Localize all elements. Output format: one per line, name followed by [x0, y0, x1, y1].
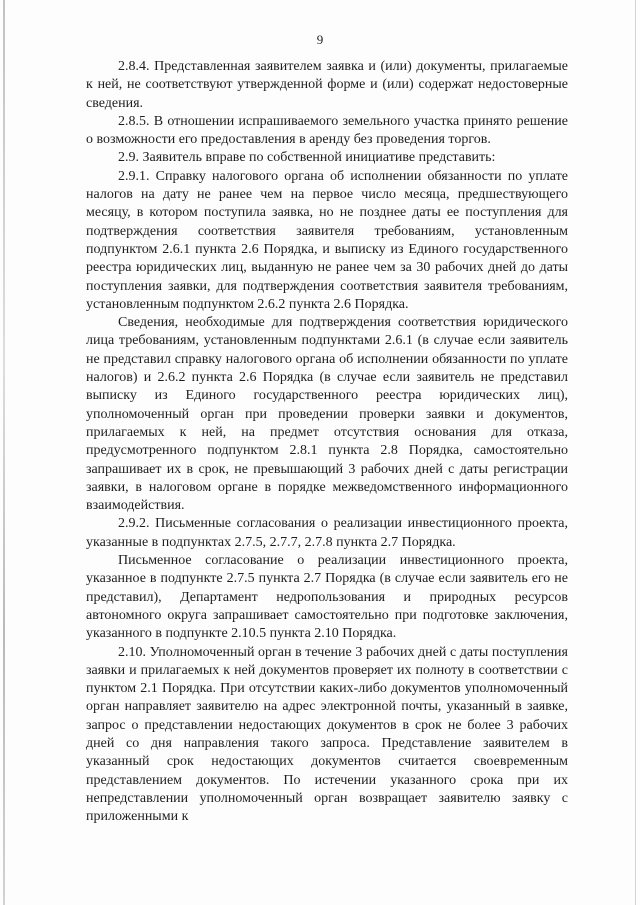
paragraph-2-8-5: 2.8.5. В отношении испрашиваемого земельного участка принято решение о возможности его предоставления в аренду без проведения торгов. — [86, 113, 568, 148]
paragraph-2-9-1: 2.9.1. Справку налогового органа об исполнении обязанности по уплате налогов на дату не ранее чем на первое число месяца, предшествующего месяцу, в котором поступила заявка, но не позднее даты ее поступления для подтверждения соответствия заявителя требованиям, установленным подпунктом 2.6.1 пункта 2.6 Порядка, и выписку из Единого государственного реестра юридических лиц, выданную не ранее чем за 30 рабочих дней до даты поступления заявки, для подтверждения соответствия заявителя требованиям, установленным подпунктом 2.6.2 пункта 2.6 Порядка. — [86, 168, 568, 312]
paragraph-2-9-1-info: Сведения, необходимые для подтверждения соответствия юридического лица требованиям, установленным подпунктами 2.6.1 (в случае если заявитель не представил справку налогового органа об исполнении обязанности по уплате налогов) и 2.6.2 пункта 2.6 Порядка (в случае если заявитель не представил выписку из Единого государственного реестра юридических лиц), уполномоченный орган при проведении проверки заявки и документов, прилагаемых к ней, на предмет отсутствия основания для отказа, предусмотренного подпунктом 2.8.1 пункта 2.8 Порядка, самостоятельно запрашивает их в срок, не превышающий 3 рабочих дней с даты регистрации заявки, в налоговом органе в порядке межведомственного информационного взаимодействия. — [86, 315, 568, 514]
paragraph-2-9-2: 2.9.2. Письменные согласования о реализации инвестиционного проекта, указанные в подпунктах 2.7.5, 2.7.7, 2.7.8 пункта 2.7 Порядка. — [86, 516, 568, 550]
document-body — [86, 58, 568, 826]
scan-edge-left — [3, 0, 5, 905]
paragraph-2-8-4: 2.8.4. Представленная заявителем заявка и (или) документы, прилагаемые к ней, не соответствуют утвержденной форме и (или) содержат недостоверные сведения. — [86, 59, 568, 111]
scan-edge-right — [635, 0, 636, 905]
paragraph-2-9-2-approval: Письменное согласование о реализации инвестиционного проекта, указанное в подпункте 2.7.5 пункта 2.7 Порядка (в случае если заявитель его не представил), Департамент недропользования и природных ресурсов автономного округа запрашивает самостоятельно при подготовке заключения, указанного в подпункте 2.10.5 пункта 2.10 Порядка. — [86, 553, 568, 642]
paragraph-2-10: 2.10. Уполномоченный орган в течение 3 рабочих дней с даты поступления заявки и прилагаемых к ней документов проверяет их полноту в соответствии с пунктом 2.1 Порядка. При отсутствии каких-либо документов уполномоченный орган направляет заявителю на адрес электронной почты, указанный в заявке, запрос о представлении недостающих документов в срок не более 3 рабочих дней со дня направления такого запроса. Представление заявителем в указанный срок недостающих документов считается своевременным представлением документов. По истечении указанного срока при их непредставлении уполномоченный орган возвращает заявителю заявку с приложенными к — [86, 644, 568, 825]
page-number: 9 — [316, 32, 324, 47]
paragraph-2-9: 2.9. Заявитель вправе по собственной инициативе представить: — [118, 150, 496, 166]
